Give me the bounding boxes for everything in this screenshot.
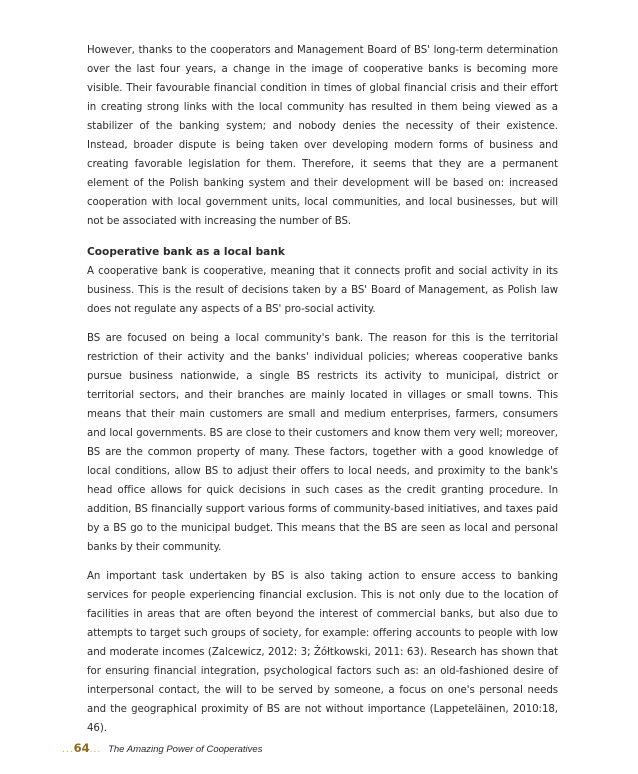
page-body	[87, 41, 558, 738]
book-title: The Amazing Power of Cooperatives	[108, 744, 263, 755]
footer-dots-right: ...	[89, 745, 102, 755]
page-number: 64	[73, 741, 90, 755]
paragraph-financial-exclusion: An important task undertaken by BS is also taking action to ensure access to banking services for people experiencing financial exclusion. This is not only due to the location of facilities in areas that are often beyond the interest of commercial banks, but also due to attempts to target such groups of society, for example: offering accounts to people with low and moderate incomes (Zalcewicz, 2012: 3; Żółtkowski, 2011: 63). Research has shown that for ensuring financial integration, psychological factors such as: an old-fashioned desire of interpersonal contact, the will to be served by someone, a focus on one's personal needs and the geographical proximity of BS are not without importance (Lappeteläinen, 2010:18, 46).	[87, 571, 558, 734]
paragraph-cooperative-definition: A cooperative bank is cooperative, meaning that it connects profit and social activity in its business. This is the result of decisions taken by a BS' Board of Management, as Polish law does not regulate any aspects of a BS' pro-social activity.	[87, 266, 558, 315]
page-footer	[62, 741, 262, 757]
paragraph-intro: However, thanks to the cooperators and Management Board of BS' long-term determination over the last four years, a change in the image of cooperative banks is becoming more visible. Their favourable financial condition in times of global financial crisis and their effort in creating strong links with the local community has resulted in them being viewed as a stabilizer of the banking system; and nobody denies the necessity of their existence. Instead, broader dispute is being taken over developing modern forms of business and creating favorable legislation for them. Therefore, it seems that they are a permanent element of the Polish banking system and their development will be based on: increased cooperation with local government units, local communities, and local businesses, but will not be associated with increasing the number of BS.	[87, 45, 558, 227]
section-heading: Cooperative bank as a local bank	[87, 246, 285, 258]
paragraph-local-community: BS are focused on being a local community's bank. The reason for this is the territorial restriction of their activity and the banks' individual policies; whereas cooperative banks pursue business nationwide, a single BS restricts its activity to municipal, district or territorial sectors, and their branches are mainly located in villages or small towns. This means that their main customers are small and medium enterprises, farmers, consumers and local governments. BS are close to their customers and know them very well; moreover, BS are the common property of many. These factors, together with a good knowledge of local conditions, allow BS to adjust their offers to local needs, and proximity to the bank's head office allows for quick decisions in such cases as the credit granting procedure. In addition, BS financially support various forms of community-based initiatives, and taxes paid by a BS go to the municipal budget. This means that the BS are seen as local and personal banks by their community.	[87, 333, 558, 553]
footer-dots-left: ...	[62, 745, 74, 755]
